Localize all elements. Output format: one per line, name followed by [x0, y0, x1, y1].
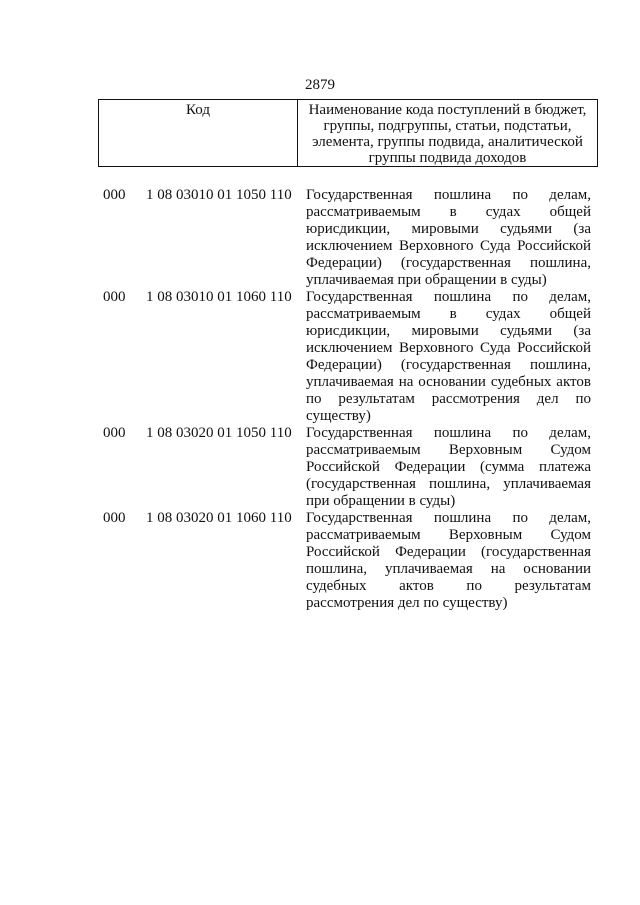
- table-row: [0, 289, 640, 425]
- table-row: [0, 425, 640, 510]
- revenue-name-cell: Государственная пошлина по делам, рассматриваемым Верховным Судом Российской Федерации (сумма платежа (государственная пошлина, уплачиваемая при обращении в суды): [306, 425, 591, 509]
- admin-code-cell: 000: [103, 187, 126, 203]
- header-name-cell: Наименование кода поступлений в бюджет, группы, подгруппы, статьи, подстатьи, элемента, группы подвида, аналитической группы подвида доходов: [308, 102, 587, 166]
- admin-code-cell: 000: [103, 510, 126, 526]
- table-header: [98, 99, 598, 167]
- admin-code-cell: 000: [103, 289, 126, 305]
- revenue-code-cell: 1 08 03020 01 1050 110: [146, 425, 292, 441]
- revenue-code-cell: 1 08 03020 01 1060 110: [146, 510, 292, 526]
- admin-code-cell: 000: [103, 425, 126, 441]
- revenue-code-cell: 1 08 03010 01 1060 110: [146, 289, 292, 305]
- revenue-name-cell: Государственная пошлина по делам, рассматриваемым Верховным Судом Российской Федерации (государственная пошлина, уплачиваемая на основании судебных актов по результатам рассмотрения дел по существу): [306, 510, 591, 611]
- table-row: [0, 510, 640, 612]
- header-code-cell: Код: [99, 100, 298, 166]
- table-body: [0, 187, 640, 612]
- revenue-code-cell: 1 08 03010 01 1050 110: [146, 187, 292, 203]
- table-row: [0, 187, 640, 289]
- revenue-name-cell: Государственная пошлина по делам, рассматриваемым в судах общей юрисдикции, мировыми судьями (за исключением Верховного Суда Российской Федерации) (государственная пошлина, уплачиваемая при обращении в суды): [306, 187, 591, 288]
- revenue-name-cell: Государственная пошлина по делам, рассматриваемым в судах общей юрисдикции, мировыми судьями (за исключением Верховного Суда Российской Федерации) (государственная пошлина, уплачиваемая на основании судебных актов по результатам рассмотрения дел по существу): [306, 289, 591, 424]
- page-number: 2879: [305, 77, 335, 93]
